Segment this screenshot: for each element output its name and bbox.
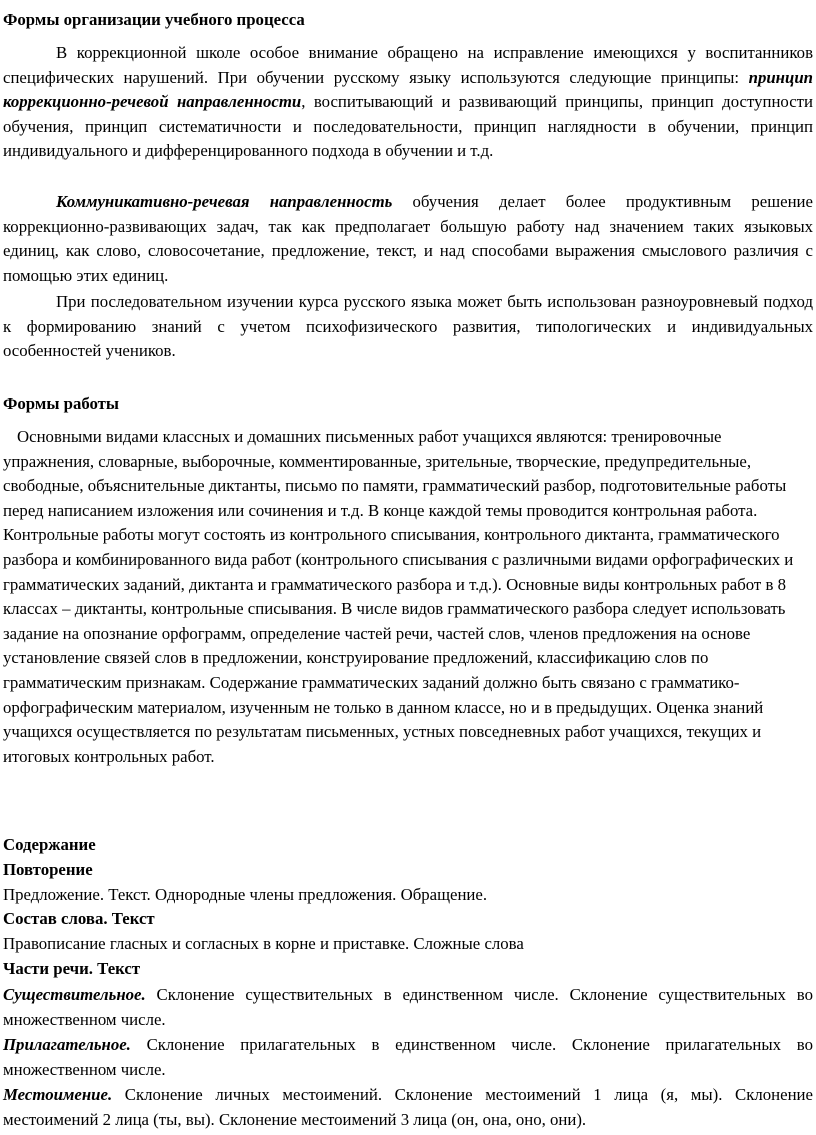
label-pronoun: Местоимение.	[3, 1085, 113, 1104]
paragraph-work-types: Основными видами классных и домашних письменных работ учащихся являются: тренировочные упражнения, словарные, выборочные, комментированные, зрительные, творческие, предупредительные, свободные, объяснительные диктанты, письмо по памяти, грамматический разбор, подготовительные работы перед написанием изложения или сочинения и т.д. В конце каждой темы проводится контрольная работа. Контрольные работы могут состоять из контрольного списывания, контрольного диктанта, грамматического разбора и комбинированного вида работ (контрольного списывания с различными видами орфографических и грамматических заданий, диктанта и грамматического разбора и т.д.). Основные виды контрольных работ в 8 классах – диктанты, контрольные списывания. В числе видов грамматического разбора следует использовать задание на опознание орфограмм, определение частей речи, частей слов, членов предложения на основе установление связей слов в предложении, конструирование предложений, классификацию слов по грамматическим признакам. Содержание грамматических заданий должно быть связано с грамматико-орфографическим материалом, изученным не только в данном классе, но и в предыдущих. Оценка знаний учащихся осуществляется по результатам письменных, устных повседневных работ учащихся, текущих и итоговых контрольных работ.	[3, 427, 794, 766]
topic-adjective	[3, 1033, 813, 1082]
label-adjective: Прилагательное.	[3, 1035, 131, 1054]
paragraph-text: обучения делает более продуктивным решение коррекционно-развивающих задач, так как предполагает большую работу над значением таких языковых единиц, как слово, словосочетание, предложение, текст, и над способами выражения смыслового различия с помощью этих единиц.	[3, 192, 813, 285]
subheading-parts-of-speech: Части речи. Текст	[3, 959, 141, 978]
paragraph-text: , воспитывающий и развивающий принципы, принцип доступности обучения, принцип систематичности и последовательности, принцип наглядности в обучении, принцип индивидуального и дифференцированного подхода в обучении и т.д.	[3, 92, 813, 161]
topic-pronoun	[3, 1083, 813, 1132]
paragraph-principles	[3, 41, 813, 164]
section-heading-work-forms: Формы работы	[3, 394, 120, 413]
word-structure-topics: Правописание гласных и согласных в корне и приставке. Сложные слова	[3, 934, 524, 953]
section-heading-contents: Содержание	[3, 835, 96, 854]
emphasis-correction-speech: принцип коррекционно-речевой направленности	[3, 67, 813, 112]
subheading-repetition: Повторение	[3, 860, 93, 879]
paragraph-communicative	[3, 190, 813, 288]
topic-text: Склонение прилагательных в единственном числе. Склонение прилагательных во множественном числе.	[3, 1035, 813, 1079]
topic-noun	[3, 983, 813, 1032]
subheading-word-structure: Состав слова. Текст	[3, 909, 155, 928]
paragraph-multilevel: При последовательном изучении курса русского языка может быть использован разноуровневый подход к формированию знаний с учетом психофизического развития, типологических и индивидуальных особенностей учеников.	[3, 292, 813, 361]
section-heading-organization: Формы организации учебного процесса	[3, 10, 305, 29]
repetition-topics: Предложение. Текст. Однородные члены предложения. Обращение.	[3, 885, 488, 904]
label-noun: Существительное.	[3, 985, 146, 1004]
paragraph-text: В коррекционной школе особое внимание обращено на исправление имеющихся у воспитанников специфических нарушений. При обучении русскому языку используются следующие принципы:	[3, 43, 813, 87]
topic-text: Склонение личных местоимений. Склонение местоимений 1 лица (я, мы). Склонение местоимений 2 лица (ты, вы). Склонение местоимений 3 лица (он, она, оно, они).	[3, 1085, 813, 1129]
emphasis-communicative: Коммуникативно-речевая направленность	[56, 192, 393, 211]
topic-text: Склонение существительных в единственном числе. Склонение существительных во множественном числе.	[3, 985, 813, 1029]
